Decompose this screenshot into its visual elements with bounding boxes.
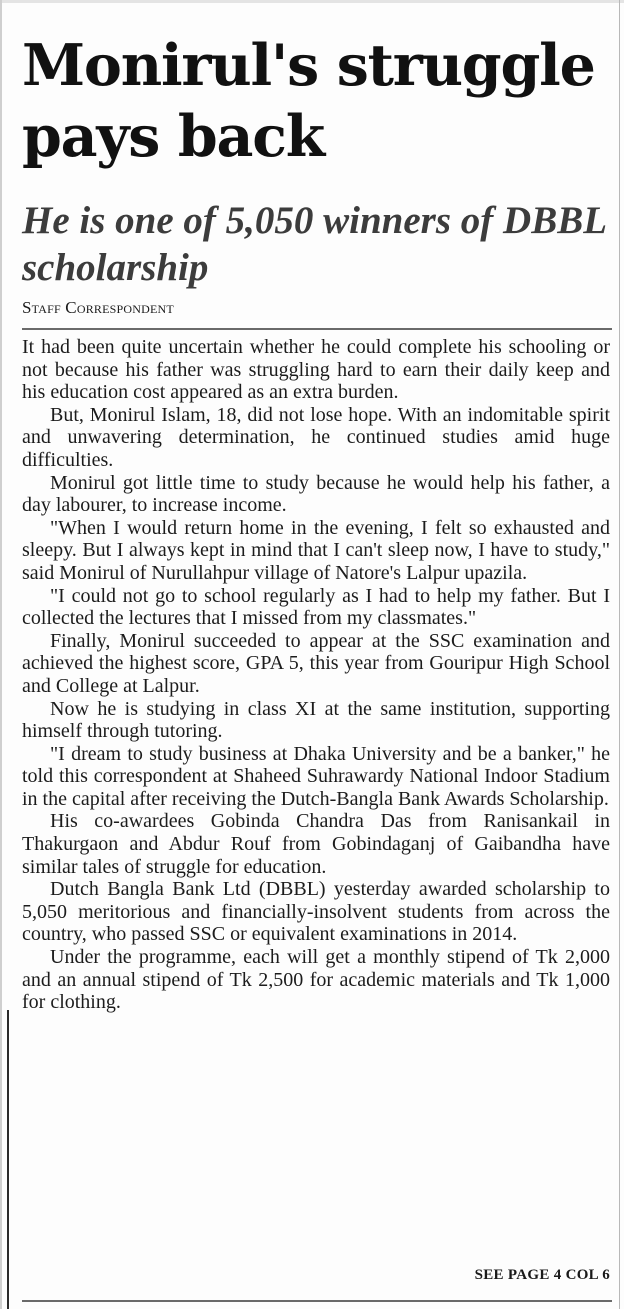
paragraph: Monirul got little time to study because he would help his father, a day labourer, to increase income.: [22, 471, 610, 517]
byline-rule: [22, 328, 612, 330]
headline: Monirul's struggle pays back: [22, 32, 595, 170]
paragraph: His co-awardees Gobinda Chandra Das from Ranisankail in Thakurgaon and Abdur Rouf from Gobindaganj of Gaibandha have similar tales of struggle for education.: [22, 810, 610, 878]
paragraph: It had been quite uncertain whether he could complete his schooling or not because his father was struggling hard to earn their daily keep and his education cost appeared as an extra burden.: [22, 336, 610, 404]
paragraph: "When I would return home in the evening, I felt so exhausted and sleepy. But I always kept in mind that I can't sleep now, I have to study," said Monirul of Nurullahpur village of Natore's Lalpur upazila.: [22, 516, 610, 584]
subheadline: He is one of 5,050 winners of DBBL scholarship: [22, 199, 606, 289]
top-edge: [0, 0, 624, 3]
continuation-note: SEE PAGE 4 COL 6: [474, 1267, 610, 1283]
paragraph: "I could not go to school regularly as I had to help my father. But I collected the lectures that I missed from my classmates.": [22, 584, 610, 630]
paragraph: Now he is studying in class XI at the same institution, supporting himself through tutoring.: [22, 697, 610, 743]
paragraph: But, Monirul Islam, 18, did not lose hope. With an indomitable spirit and unwavering determination, he continued studies amid huge difficulties.: [22, 403, 610, 471]
paragraph: Under the programme, each will get a monthly stipend of Tk 2,000 and an annual stipend of Tk 2,500 for academic materials and Tk 1,000 for clothing.: [22, 946, 610, 1014]
column-margin-line: [7, 1010, 9, 1309]
paragraph: "I dream to study business at Dhaka University and be a banker," he told this correspondent at Shaheed Suhrawardy National Indoor Stadium in the capital after receiving the Dutch-Bangla Bank Awards Scholarship.: [22, 742, 610, 810]
bottom-rule: [22, 1300, 612, 1302]
article-body: [22, 336, 610, 1014]
paragraph: Dutch Bangla Bank Ltd (DBBL) yesterday awarded scholarship to 5,050 meritorious and financially-insolvent students from across the country, who passed SSC or equivalent examinations in 2014.: [22, 878, 610, 946]
byline: Staff Correspondent: [22, 298, 174, 317]
paragraph: Finally, Monirul succeeded to appear at the SSC examination and achieved the highest score, GPA 5, this year from Gouripur High School and College at Lalpur.: [22, 629, 610, 697]
left-edge: [0, 0, 2, 1309]
